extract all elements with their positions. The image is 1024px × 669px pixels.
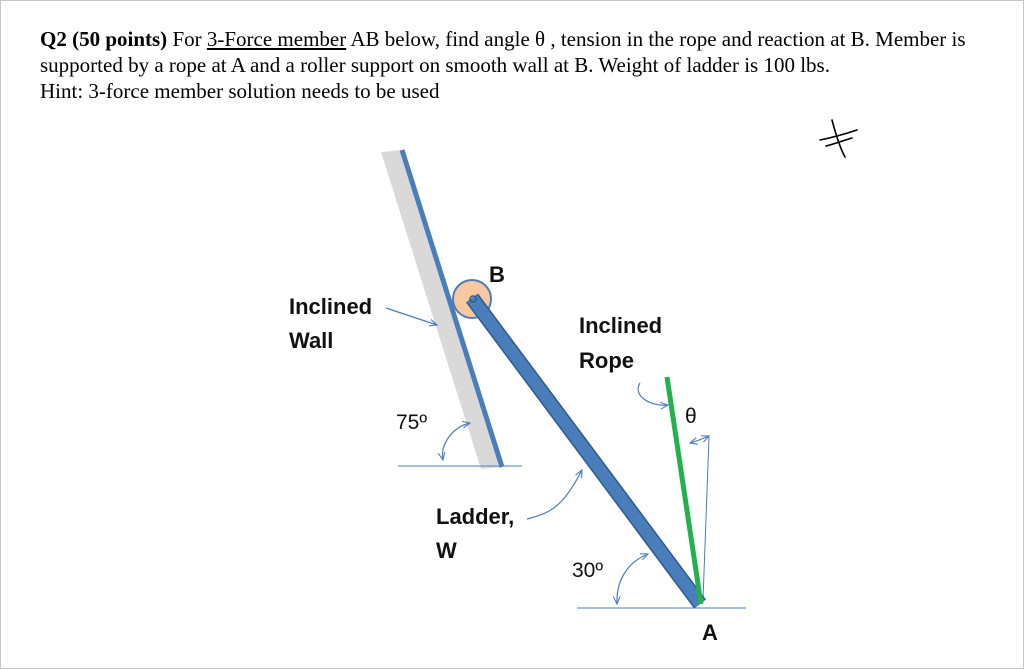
label-ladder-line2: W <box>436 538 457 563</box>
label-wall-line1: Inclined <box>289 294 373 319</box>
hint-text: Hint: 3-force member solution needs to be used <box>40 79 440 103</box>
ladder-label-arrow <box>527 470 582 519</box>
label-point-a: A <box>702 620 718 645</box>
label-wall-angle: 75º <box>396 411 428 434</box>
rope-label-arrow <box>638 383 668 405</box>
label-rope-line1: Inclined <box>579 313 663 338</box>
label-point-b: B <box>489 262 505 287</box>
handwritten-asterisk-mark <box>820 120 857 157</box>
label-rope-line2: Rope <box>579 348 634 373</box>
question-body: AB below, find angle θ , tension in the rope and reaction at B. Member is supported by a rope at A and a roller support on smooth wall at B. Weight of ladder is 100 lbs. <box>40 27 966 77</box>
three-force-member-term: 3-Force member <box>206 27 347 51</box>
theta-arc <box>690 436 709 443</box>
label-ladder-line1: Ladder, <box>436 504 515 529</box>
vertical-reference-line <box>703 437 709 600</box>
label-ladder-angle: 30º <box>572 559 604 582</box>
label-wall-line2: Wall <box>289 328 334 353</box>
wall-angle-arc <box>443 423 470 460</box>
label-theta: θ <box>685 405 697 428</box>
question-label: Q2 (50 points) <box>40 27 168 51</box>
ladder-angle-arc <box>617 554 648 604</box>
question-for: For <box>167 27 207 51</box>
wall-label-arrow <box>386 308 437 325</box>
